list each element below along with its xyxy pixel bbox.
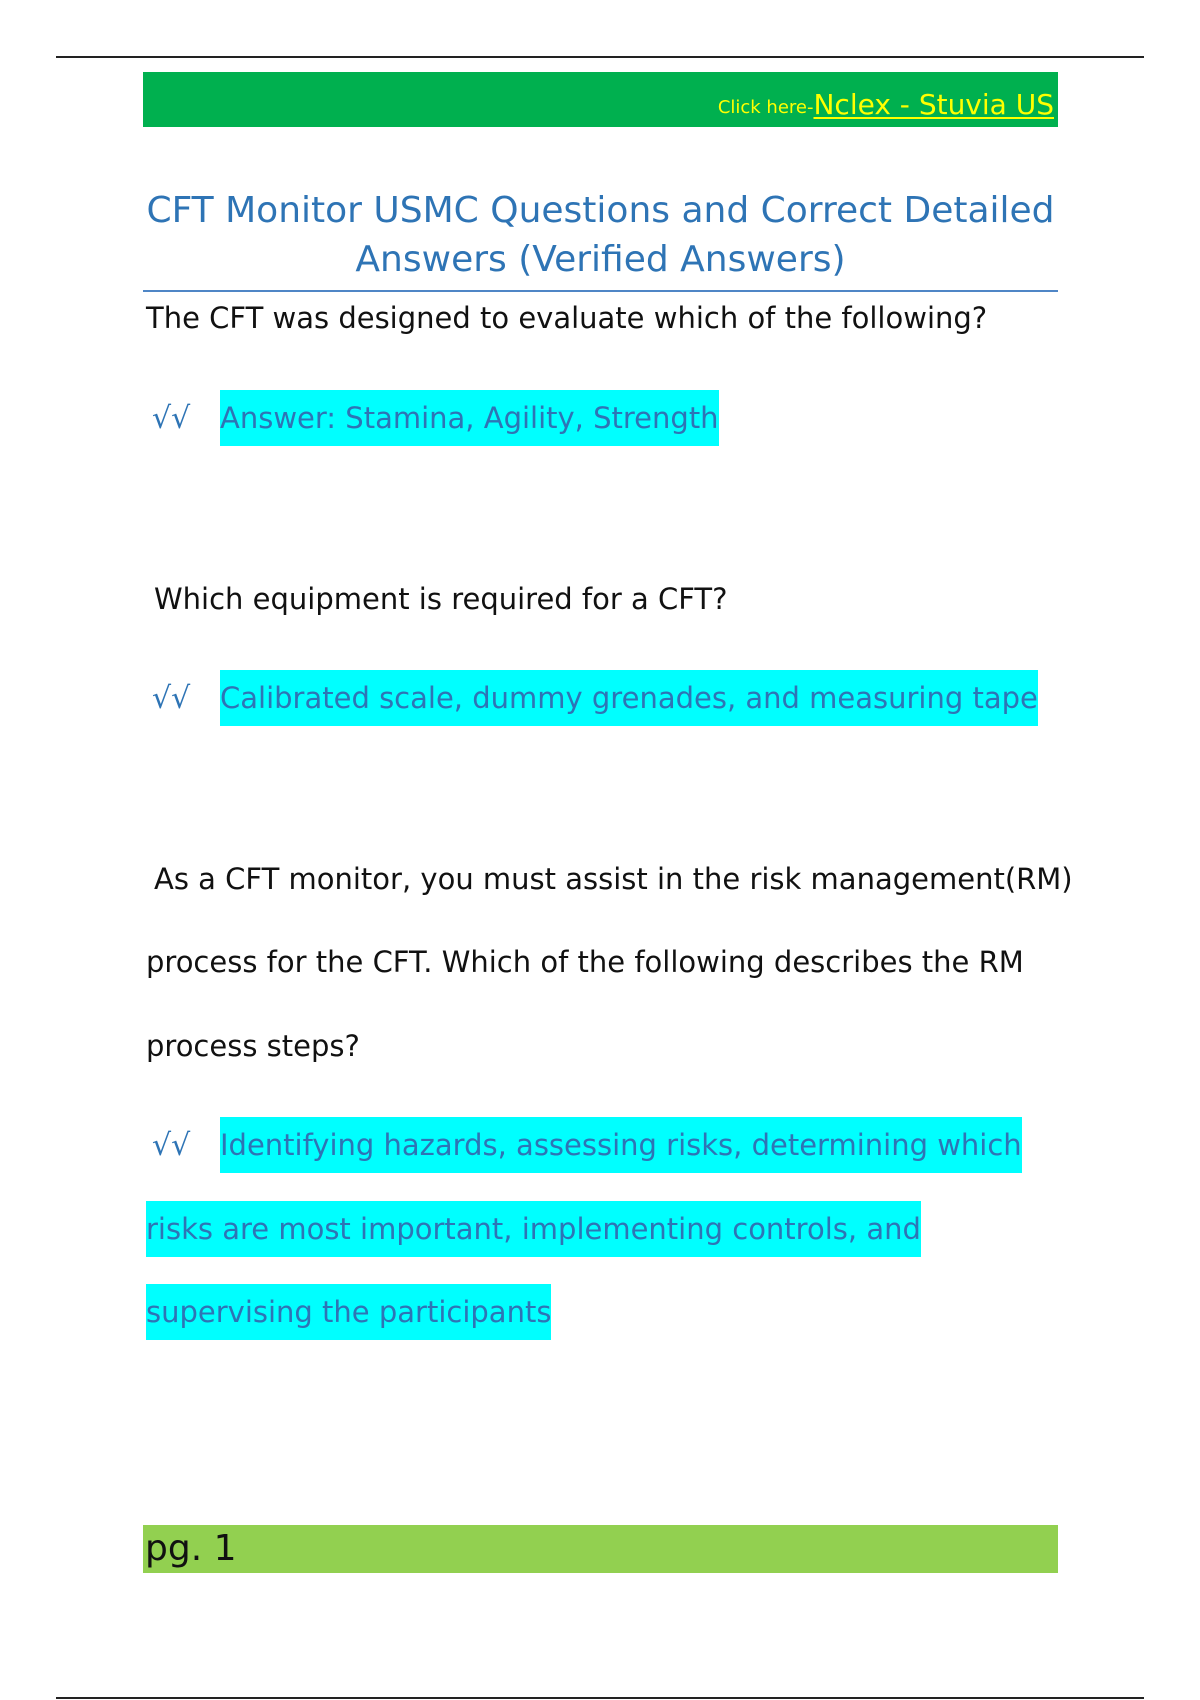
header-rule: [56, 56, 1144, 58]
answer-3-line-3: supervising the participants: [146, 1284, 551, 1340]
question-3-line-1: As a CFT monitor, you must assist in the risk management(RM): [154, 862, 1073, 896]
question-1: The CFT was designed to evaluate which of the following?: [146, 301, 988, 335]
promo-banner: [143, 72, 1058, 127]
answer-3-line-1: Identifying hazards, assessing risks, determining which: [220, 1117, 1022, 1173]
page-number: pg. 1: [145, 1528, 237, 1569]
question-3-line-2: process for the CFT. Which of the following describes the RM: [146, 945, 1024, 979]
answer-2: Calibrated scale, dummy grenades, and measuring tape: [220, 670, 1038, 726]
question-3-line-3: process steps?: [146, 1029, 360, 1063]
check-icon: √√: [152, 681, 191, 716]
answer-1: Answer: Stamina, Agility, Strength: [220, 390, 719, 446]
banner-link[interactable]: Nclex - Stuvia US: [813, 88, 1054, 121]
banner-prefix: Click here-: [717, 97, 814, 118]
footer-rule: [56, 1697, 1144, 1699]
title-line-2: Answers (Verified Answers): [355, 239, 846, 280]
check-icon: √√: [152, 1128, 191, 1163]
check-icon: √√: [152, 401, 191, 436]
document-title: [143, 186, 1058, 292]
page-number-bar: [143, 1525, 1058, 1573]
answer-3-line-2: risks are most important, implementing controls, and: [146, 1201, 921, 1257]
title-line-1: CFT Monitor USMC Questions and Correct Detailed: [146, 190, 1055, 231]
question-2: Which equipment is required for a CFT?: [154, 582, 728, 616]
